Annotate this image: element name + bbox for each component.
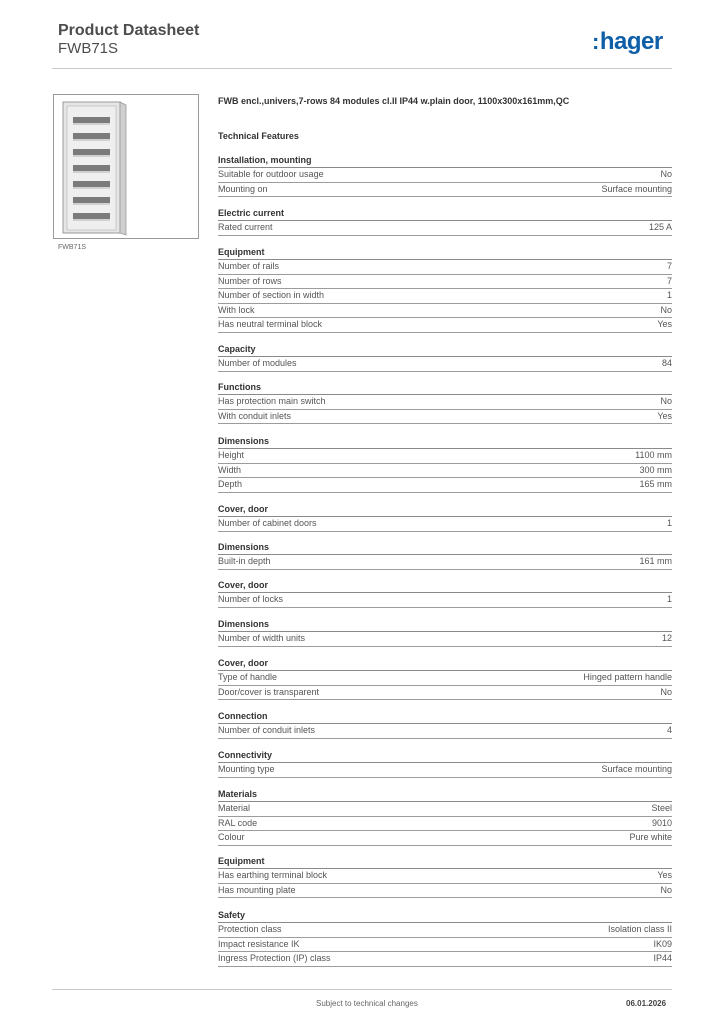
section-heading: Dimensions [218, 542, 672, 555]
section-heading: Dimensions [218, 436, 672, 449]
feature-row [218, 517, 672, 532]
rail-slot [73, 197, 110, 203]
section-heading: Capacity [218, 344, 672, 357]
feature-value: No [660, 686, 672, 697]
feature-label: Has earthing terminal block [218, 870, 328, 880]
feature-row [218, 831, 672, 846]
feature-label: Material [218, 803, 251, 813]
feature-value: 1 [666, 290, 672, 301]
feature-value: 12 [661, 633, 672, 643]
product-code-subtitle: FWB71S [58, 40, 119, 57]
rail-slot [73, 213, 110, 219]
feature-section [218, 247, 672, 333]
feature-label: Number of rails [218, 261, 280, 271]
section-heading: Materials [218, 789, 672, 802]
section-heading: Connectivity [218, 750, 672, 763]
feature-label: Number of section in width [218, 290, 325, 301]
feature-row [218, 478, 672, 493]
product-description: FWB encl.,univers,7-rows 84 modules cl.II IP44 w.plain door, 1100x300x161mm,QC [218, 96, 570, 106]
feature-value: Yes [657, 410, 672, 421]
feature-label: Number of locks [218, 594, 284, 604]
feature-row [218, 221, 672, 236]
feature-row [218, 632, 672, 647]
feature-value: IP44 [653, 953, 672, 964]
feature-value: 1 [666, 594, 672, 604]
hager-logo: :hager [592, 28, 663, 55]
feature-row [218, 260, 672, 275]
rail-slot-edge [73, 203, 110, 205]
feature-section [218, 155, 672, 197]
feature-label: With conduit inlets [218, 410, 292, 421]
rail-slot [73, 117, 110, 123]
section-heading: Dimensions [218, 619, 672, 632]
feature-row [218, 449, 672, 464]
feature-row [218, 555, 672, 570]
feature-row [218, 275, 672, 290]
header-divider [52, 68, 672, 69]
feature-row [218, 923, 672, 938]
feature-row [218, 395, 672, 410]
feature-row [218, 869, 672, 884]
feature-value: 84 [661, 358, 672, 368]
feature-label: Protection class [218, 924, 282, 934]
feature-label: Built-in depth [218, 556, 271, 566]
feature-value: Yes [657, 870, 672, 880]
product-image [53, 94, 199, 239]
feature-label: Rated current [218, 222, 273, 232]
section-heading: Equipment [218, 247, 672, 260]
feature-row [218, 763, 672, 778]
technical-features-title: Technical Features [218, 131, 299, 141]
feature-label: Has neutral terminal block [218, 319, 323, 330]
feature-label: Colour [218, 832, 245, 843]
feature-row [218, 593, 672, 608]
feature-row [218, 952, 672, 967]
logo-text: hager [599, 28, 663, 55]
feature-section [218, 856, 672, 898]
feature-value: IK09 [653, 938, 672, 949]
feature-section [218, 789, 672, 846]
rail-slot [73, 181, 110, 187]
feature-label: Number of width units [218, 633, 306, 643]
rail-slot-edge [73, 171, 110, 173]
feature-value: 165 mm [639, 479, 672, 490]
feature-section [218, 711, 672, 739]
feature-label: Suitable for outdoor usage [218, 169, 324, 179]
section-heading: Equipment [218, 856, 672, 869]
feature-value: Surface mounting [601, 183, 672, 194]
feature-label: Number of rows [218, 275, 282, 286]
feature-label: Mounting on [218, 183, 268, 194]
feature-label: Has mounting plate [218, 884, 296, 895]
feature-value: Hinged pattern handle [583, 672, 672, 682]
feature-row [218, 318, 672, 333]
feature-label: Ingress Protection (IP) class [218, 953, 331, 964]
rail-slot-edge [73, 139, 110, 141]
feature-section [218, 542, 672, 570]
section-heading: Electric current [218, 208, 672, 221]
rail-slot-edge [73, 123, 110, 125]
feature-value: Surface mounting [601, 764, 672, 774]
section-heading: Cover, door [218, 658, 672, 671]
feature-section [218, 580, 672, 608]
feature-row [218, 671, 672, 686]
feature-section [218, 436, 672, 493]
feature-row [218, 410, 672, 425]
enclosure-cabinet-icon [54, 95, 198, 238]
feature-row [218, 464, 672, 479]
feature-value: No [660, 884, 672, 895]
feature-row [218, 289, 672, 304]
feature-value: Yes [657, 319, 672, 330]
feature-row [218, 884, 672, 899]
feature-value: 7 [666, 275, 672, 286]
feature-row [218, 724, 672, 739]
section-heading: Cover, door [218, 580, 672, 593]
rail-slot-edge [73, 219, 110, 221]
feature-value: 7 [666, 261, 672, 271]
feature-label: Depth [218, 479, 243, 490]
feature-value: 300 mm [639, 464, 672, 475]
feature-label: Mounting type [218, 764, 275, 774]
feature-row [218, 304, 672, 319]
feature-row [218, 938, 672, 953]
footer-date: 06.01.2026 [626, 999, 667, 1008]
feature-value: 1 [666, 518, 672, 528]
feature-value: No [660, 304, 672, 315]
page-title: Product Datasheet [58, 22, 200, 39]
feature-value: Steel [651, 803, 672, 813]
feature-row [218, 357, 672, 372]
feature-value: Pure white [629, 832, 672, 843]
feature-row [218, 686, 672, 701]
product-image-caption: FWB71S [58, 244, 87, 251]
feature-row [218, 817, 672, 832]
feature-section [218, 750, 672, 778]
footer-divider [52, 989, 672, 990]
feature-section [218, 504, 672, 532]
section-heading: Connection [218, 711, 672, 724]
feature-row [218, 183, 672, 198]
feature-label: Impact resistance IK [218, 938, 300, 949]
feature-label: Number of modules [218, 358, 297, 368]
feature-label: Width [218, 464, 242, 475]
feature-value: 4 [666, 725, 672, 735]
rail-slot [73, 165, 110, 171]
feature-label: Number of cabinet doors [218, 518, 317, 528]
feature-section [218, 658, 672, 700]
feature-row [218, 168, 672, 183]
feature-value: No [660, 396, 672, 406]
feature-value: 161 mm [639, 556, 672, 566]
feature-label: Height [218, 450, 245, 460]
feature-value: Isolation class II [607, 924, 672, 934]
feature-section [218, 910, 672, 967]
feature-label: Type of handle [218, 672, 278, 682]
feature-label: Number of conduit inlets [218, 725, 316, 735]
feature-label: RAL code [218, 817, 258, 828]
feature-section [218, 208, 672, 236]
rail-slot [73, 149, 110, 155]
feature-label: Door/cover is transparent [218, 686, 320, 697]
section-heading: Safety [218, 910, 672, 923]
rail-slot [73, 133, 110, 139]
rail-slot-edge [73, 187, 110, 189]
section-heading: Installation, mounting [218, 155, 672, 168]
feature-value: 125 A [648, 222, 672, 232]
feature-value: No [660, 169, 672, 179]
feature-value: 9010 [651, 817, 672, 828]
rail-slot-edge [73, 155, 110, 157]
footer-note: Subject to technical changes [316, 999, 418, 1008]
feature-section [218, 382, 672, 424]
feature-section [218, 344, 672, 372]
feature-section [218, 619, 672, 647]
feature-row [218, 802, 672, 817]
feature-label: With lock [218, 304, 255, 315]
section-heading: Cover, door [218, 504, 672, 517]
feature-value: 1100 mm [635, 450, 672, 460]
feature-label: Has protection main switch [218, 396, 326, 406]
section-heading: Functions [218, 382, 672, 395]
